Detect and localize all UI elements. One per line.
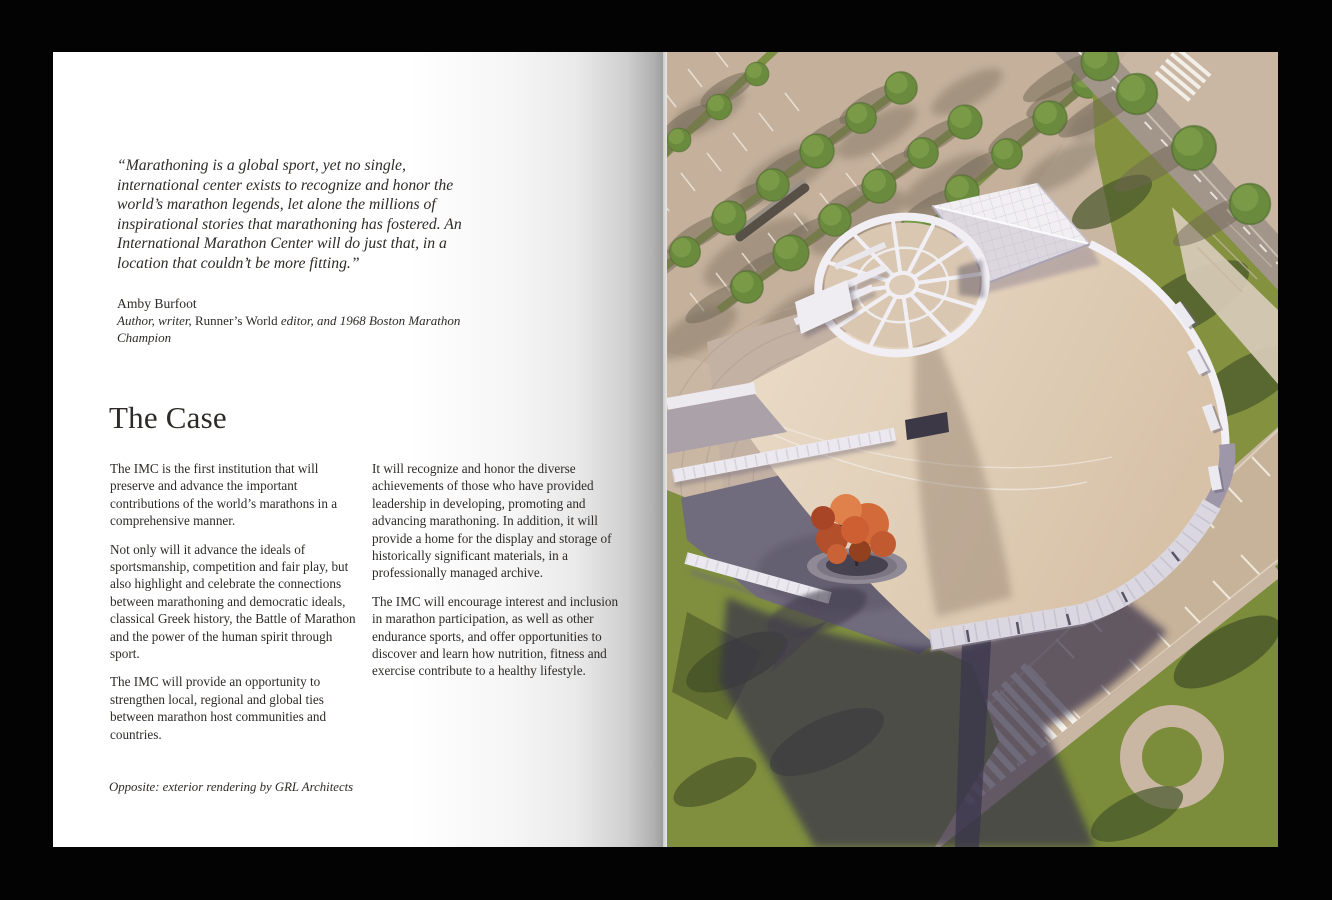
section-title: The Case xyxy=(109,400,227,435)
paragraph: The IMC is the first institution that will preserve and advance the important contributions of the world’s marathons in a comprehensive manner. xyxy=(110,461,338,529)
body-column-2 xyxy=(372,460,625,754)
attribution-role-post: editor, and 1968 Boston Marathon Champion xyxy=(117,312,461,345)
attribution-name: Amby Burfoot xyxy=(117,295,197,311)
attribution-publication: Runner’s World xyxy=(195,312,278,328)
attribution-role-pre: Author, writer, xyxy=(117,312,196,328)
body-column-1 xyxy=(110,460,363,754)
body-columns xyxy=(110,460,625,754)
exterior-rendering-image xyxy=(667,52,1278,847)
brochure-spread xyxy=(53,52,1278,847)
quote-block xyxy=(117,156,483,346)
paragraph: It will recognize and honor the diverse achievements of those who have provided leadership in developing, promoting and advancing marathoning. In addition, it will provide a home for the display and storage of historically significant materials, in a professionally managed archive. xyxy=(372,461,612,581)
paragraph: The IMC will provide an opportunity to strengthen local, regional and global ties between marathon host communities and countries. xyxy=(110,674,327,742)
pull-quote: “Marathoning is a global sport, yet no single, international center exists to recognize and honor the world’s marathon legends, let alone the millions of inspirational stories that marathoning has fostered. An International Marathon Center will do just that, in a location that couldn’t be more fitting.” xyxy=(117,157,462,272)
left-page xyxy=(53,52,663,847)
right-page xyxy=(667,52,1278,847)
image-caption: Opposite: exterior rendering by GRL Architects xyxy=(109,780,354,794)
attribution-role xyxy=(117,312,483,346)
paragraph: Not only will it advance the ideals of sportsmanship, competition and fair play, but also highlight and celebrate the connections between marathoning and democratic ideals, classical Greek history, the Battle of Marathon and the power of the human spirit through sport. xyxy=(110,541,356,662)
paragraph: The IMC will encourage interest and inclusion in marathon participation, as well as other endurance sports, and offer opportunities to discover and learn how nutrition, fitness and exercise contribute to a healthy lifestyle. xyxy=(372,593,619,679)
